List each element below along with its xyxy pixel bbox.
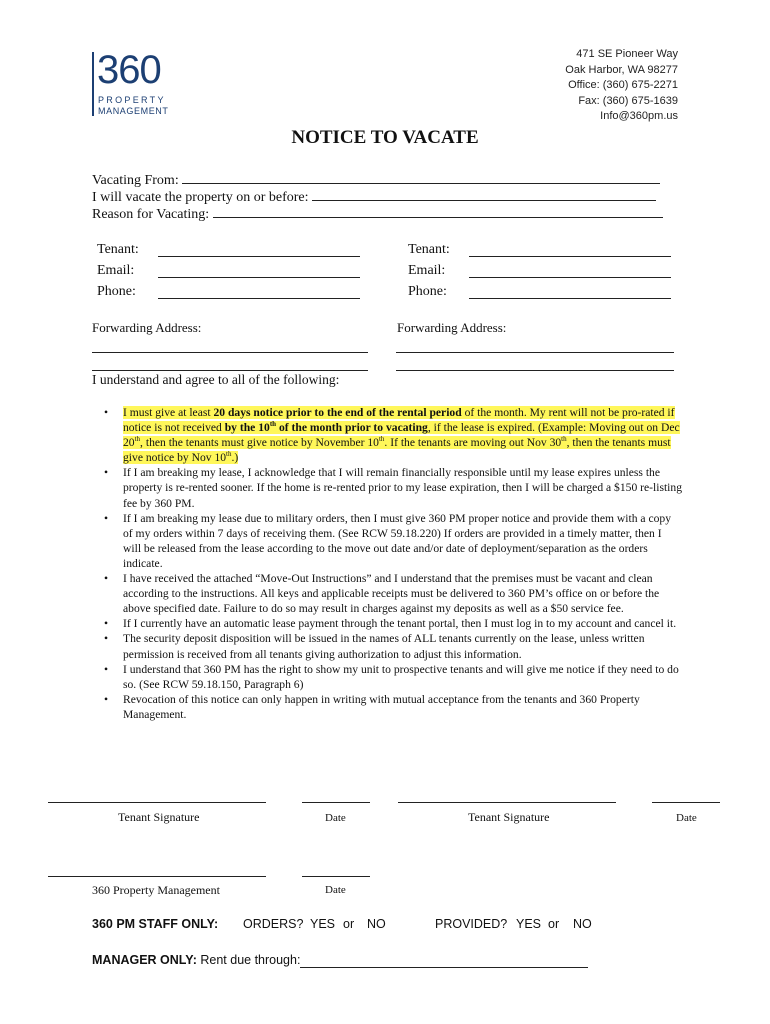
manager-row [92, 953, 300, 967]
manager-only-label: MANAGER ONLY: [92, 953, 197, 967]
list-item: • I must give at least 20 days notice prior to the end of the rental period of the month. My rent will not be pro-rated if notice is not received by the 10th of the month prior to vacating, if the lease is expired. (Example: Moving out on Dec 20th, then the tenants must give notice by November 10th. If the tenants are moving out Nov 30th, then the tenants must give notice by Nov 10th.) [104, 406, 680, 465]
logo-line-2: MANAGEMENT [98, 106, 169, 116]
tenant1-signature-line[interactable] [48, 802, 266, 803]
tenant1-signature-label: Tenant Signature [118, 810, 200, 824]
reason-field[interactable] [213, 204, 663, 218]
pm-signature-label: 360 Property Management [92, 883, 220, 897]
tenant2-signature-label: Tenant Signature [468, 810, 550, 824]
tenant1-name-field[interactable] [158, 256, 360, 257]
forwarding-field-1a[interactable] [92, 352, 368, 353]
forwarding-field-2b[interactable] [396, 370, 674, 371]
address-city: Oak Harbor, WA 98277 [565, 63, 678, 76]
provided-or: or [548, 917, 560, 931]
tenant2-date-label: Date [676, 812, 697, 824]
list-item: • I have received the attached “Move-Out Instructions” and I understand that the premises must be vacant and clean according to the instructions. All keys and applicable receipts must be delivered to 360 PM’s office on or before the above specified date. Failure to do so may result in charges against my deposits as well as a $50 service fee. [104, 572, 660, 616]
reason-label: Reason for Vacating: [92, 207, 210, 222]
tenant2-phone-field[interactable] [469, 298, 671, 299]
company-logo [92, 48, 202, 118]
tenant2-email-label: Email: [408, 263, 446, 278]
orders-yes[interactable]: YES [310, 917, 336, 931]
list-item: • The security deposit disposition will be issued in the names of ALL tenants currently on the lease, unless written permission is received from all tenants giving authorization to adjust this information. [104, 632, 645, 661]
highlighted-term: I must give at least 20 days notice prior to the end of the rental period of the month. My rent will not be pro-rated if notice is not received by the 10th of the month prior to vacating, if the lease is expired. (Example: Moving out on Dec 20th, then the tenants must give notice by November 10th. If the tenants are moving out Nov 30th, then the tenants must give notice by Nov 10th.) [123, 406, 680, 465]
company-address [565, 47, 678, 125]
rent-due-field[interactable] [300, 967, 588, 968]
address-office: Office: (360) 675-2271 [568, 79, 678, 91]
page-title: NOTICE TO VACATE [291, 127, 479, 148]
vacate-date-label: I will vacate the property on or before: [92, 190, 309, 205]
logo-line-1: PROPERTY [98, 95, 166, 105]
orders-or: or [343, 917, 355, 931]
tenant2-email-field[interactable] [469, 277, 671, 278]
rent-due-label: Rent due through: [200, 953, 301, 967]
agree-intro: I understand and agree to all of the following: [92, 372, 340, 387]
list-item: • If I am breaking my lease due to military orders, then I must give 360 PM proper notice and provide them with a copy of my orders within 7 days of receiving them. (See RCW 59.18.220) If orders are provided in a timely matter, then I will be released from the lease according to the move out date and/or date of deployment/separation as the orders indicate. [104, 511, 671, 570]
tenant1-phone-label: Phone: [97, 284, 136, 299]
pm-date-line[interactable] [302, 876, 370, 877]
reason-row [92, 204, 663, 224]
orders-no[interactable]: NO [367, 917, 386, 931]
forwarding-label-1: Forwarding Address: [92, 320, 202, 335]
vacate-date-field[interactable] [312, 187, 656, 201]
address-fax: Fax: (360) 675-1639 [578, 94, 678, 107]
list-item: • I understand that 360 PM has the right to show my unit to prospective tenants and will give me notice if they need to do so. (See RCW 59.18.150, Paragraph 6) [104, 662, 679, 691]
vacating-from-field[interactable] [182, 170, 660, 184]
tenant2-signature-line[interactable] [398, 802, 616, 803]
pm-date-label: Date [325, 884, 346, 896]
tenant2-phone-label: Phone: [408, 284, 447, 299]
tenant2-date-line[interactable] [652, 802, 720, 803]
tenant1-date-line[interactable] [302, 802, 370, 803]
list-item: • If I am breaking my lease, I acknowledge that I will remain financially responsible until my lease expires unless the property is re-rented sooner. If the home is re-rented prior to my lease expiration, then I will be charged a $150 re-listing fee by 360 PM. [104, 466, 683, 510]
tenant1-email-field[interactable] [158, 277, 360, 278]
provided-label: PROVIDED? [435, 917, 508, 931]
logo-number: 360 [97, 48, 161, 92]
address-email: Info@360pm.us [600, 110, 678, 122]
pm-signature-line[interactable] [48, 876, 266, 877]
forwarding-field-2a[interactable] [396, 352, 674, 353]
tenant2-label: Tenant: [408, 242, 450, 257]
orders-label: ORDERS? [243, 917, 304, 931]
vacating-from-label: Vacating From: [92, 173, 179, 188]
tenant1-phone-field[interactable] [158, 298, 360, 299]
staff-only-label: 360 PM STAFF ONLY: [92, 917, 219, 931]
tenant1-label: Tenant: [97, 242, 139, 257]
list-item: • Revocation of this notice can only happen in writing with mutual acceptance from the tenants and 360 Property Management. [104, 692, 640, 721]
forwarding-field-1b[interactable] [92, 370, 368, 371]
tenant1-email-label: Email: [97, 263, 135, 278]
terms-list [92, 405, 682, 722]
provided-no[interactable]: NO [573, 917, 592, 931]
forwarding-label-2: Forwarding Address: [397, 320, 507, 335]
tenant2-name-field[interactable] [469, 256, 671, 257]
address-street: 471 SE Pioneer Way [576, 48, 678, 60]
logo-bar [92, 52, 94, 116]
provided-yes[interactable]: YES [516, 917, 542, 931]
tenant1-date-label: Date [325, 812, 346, 824]
list-item: • If I currently have an automatic lease payment through the tenant portal, then I must log in to my account and cancel it. [104, 617, 677, 631]
